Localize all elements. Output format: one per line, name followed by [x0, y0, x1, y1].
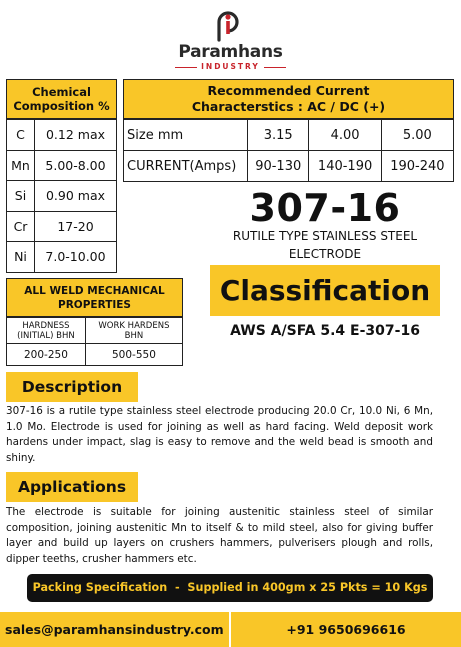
brand-logo — [0, 4, 461, 74]
current-cell: 140-190 — [309, 151, 381, 182]
product-code: 307-16 — [249, 186, 401, 230]
size-cell: 3.15 — [248, 120, 309, 151]
current-characteristics-title: Recommended Current Characterstics : AC / DC (+) — [123, 79, 454, 119]
hardness-initial-header: HARDNESS (INITIAL) BHN — [7, 318, 86, 344]
chemical-composition-title: Chemical Composition % — [6, 79, 117, 119]
current-characteristics-table — [123, 119, 454, 182]
table-row — [124, 120, 454, 151]
phone-link[interactable]: +91 9650696616 — [286, 622, 406, 637]
email-link[interactable]: sales@paramhansindustry.com — [5, 622, 224, 637]
chemical-composition-table — [6, 119, 117, 273]
table-row — [7, 120, 117, 151]
hardness-initial-value: 200-250 — [7, 344, 86, 366]
product-description: RUTILE TYPE STAINLESS STEEL ELECTRODE — [232, 229, 418, 261]
current-cell: 190-240 — [381, 151, 453, 182]
element-symbol: C — [7, 120, 35, 151]
size-label: Size mm — [124, 120, 248, 151]
brand-name: Paramhans — [178, 42, 283, 62]
element-symbol: Ni — [7, 242, 35, 273]
classification-title: Classification — [210, 265, 440, 316]
brand-tagline: INDUSTRY — [0, 62, 461, 71]
element-symbol: Cr — [7, 211, 35, 242]
element-value: 17-20 — [35, 211, 117, 242]
logo-mark-icon — [213, 8, 243, 42]
table-header-row — [7, 318, 183, 344]
applications-heading: Applications — [6, 472, 138, 502]
size-cell: 5.00 — [381, 120, 453, 151]
mechanical-properties-title: ALL WELD MECHANICAL PROPERTIES — [6, 278, 183, 317]
current-cell: 90-130 — [248, 151, 309, 182]
element-value: 5.00-8.00 — [35, 150, 117, 181]
packing-specification-banner: Packing Specification - Supplied in 400gm x 25 Pkts = 10 Kgs — [27, 574, 433, 602]
work-hardens-value: 500-550 — [85, 344, 182, 366]
element-symbol: Si — [7, 181, 35, 212]
work-hardens-header: WORK HARDENS BHN — [85, 318, 182, 344]
applications-text: The electrode is suitable for joining austenitic stainless steel of similar composition, joining austenitic Mn to itself & to mild steel, also for giving buffer layer and build up layers on crushers hammers, pulverisers plough and rolls, dipper teeths, crusher hammers etc. — [6, 506, 433, 565]
mechanical-properties-table — [6, 317, 183, 366]
classification-value: AWS A/SFA 5.4 E-307-16 — [230, 323, 420, 339]
element-symbol: Mn — [7, 150, 35, 181]
table-row — [7, 211, 117, 242]
table-row — [7, 150, 117, 181]
current-label: CURRENT(Amps) — [124, 151, 248, 182]
element-value: 0.12 max — [35, 120, 117, 151]
table-row — [7, 242, 117, 273]
element-value: 7.0-10.00 — [35, 242, 117, 273]
element-value: 0.90 max — [35, 181, 117, 212]
size-cell: 4.00 — [309, 120, 381, 151]
table-row — [7, 181, 117, 212]
table-row — [7, 344, 183, 366]
description-text: 307-16 is a rutile type stainless steel electrode producing 20.0 Cr, 10.0 Ni, 6 Mn, 1.0 Mo. Electrode is used for joining as well as hard facing. Weld deposit work hardens under impact, slag is easy to remove and the weld bead is smooth and shiny. — [6, 405, 433, 464]
footer — [0, 612, 461, 647]
table-row — [124, 151, 454, 182]
description-heading: Description — [6, 372, 138, 402]
